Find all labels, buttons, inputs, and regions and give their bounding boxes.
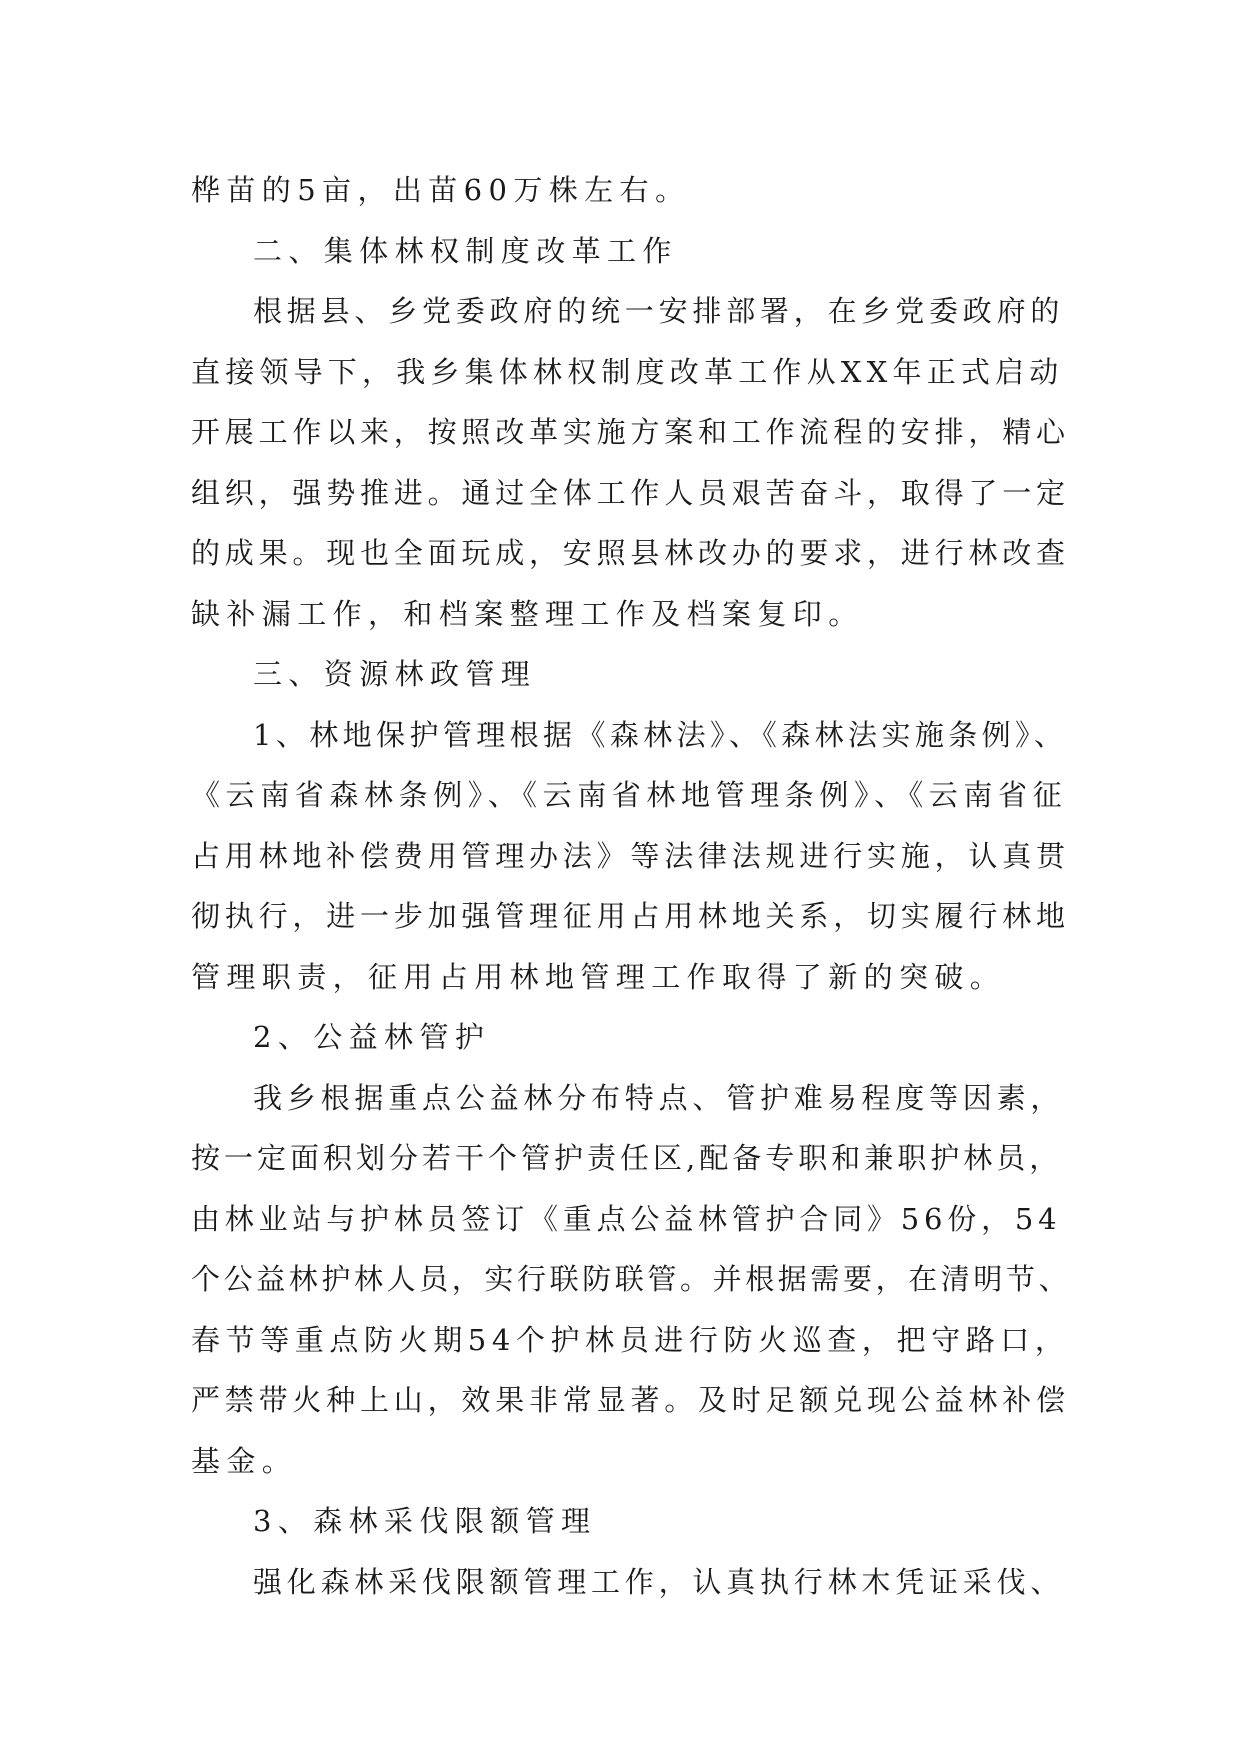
text-line: 1、林地保护管理根据《森林法》、《森林法实施条例》、 [253, 717, 1068, 752]
text-line: 开展工作以来，按照改革实施方案和工作流程的安排，精心 [191, 415, 1070, 449]
subsection-heading: 2、公益林管护 [253, 1020, 491, 1054]
text-line: 春节等重点防火期54个护林员进行防火巡查，把守路口， [191, 1322, 1070, 1357]
text-line: 组织，强势推进。通过全体工作人员艰苦奋斗，取得了一定 [191, 475, 1070, 510]
text-line: 管理职责，征用占用林地管理工作取得了新的突破。 [191, 959, 1006, 994]
text-line: 我乡根据重点公益林分布特点、管护难易程度等因素， [253, 1080, 1065, 1115]
text-line: 个公益林护林人员，实行联防联管。并根据需要，在清明节、 [191, 1262, 1072, 1296]
text-line: 彻执行，进一步加强管理征用占用林地关系，切实履行林地 [191, 899, 1070, 933]
subsection-heading: 3、森林采伐限额管理 [253, 1504, 597, 1538]
section-heading: 二、集体林权制度改革工作 [253, 233, 678, 268]
document-body [191, 160, 1071, 1612]
text-line: 严禁带火种上山，效果非常显著。及时足额兑现公益林补偿 [191, 1383, 1070, 1417]
text-line: 强化森林采伐限额管理工作，认真执行林木凭证采伐、 [253, 1564, 1065, 1599]
text-line: 由林业站与护林员签订《重点公益林管护合同》56份，54 [191, 1201, 1062, 1236]
section-heading: 三、资源林政管理 [253, 657, 537, 691]
text-line: 《云南省森林条例》、《云南省林地管理条例》、《云南省征 [191, 778, 1068, 812]
text-line: 基金。 [191, 1443, 298, 1478]
text-line: 桦苗的5亩，出苗60万株左右。 [191, 173, 691, 207]
text-line: 的成果。现也全面玩成，安照县林改办的要求，进行林改查 [191, 536, 1070, 570]
text-line: 缺补漏工作，和档案整理工作及档案复印。 [191, 596, 864, 631]
text-line: 占用林地补偿费用管理办法》等法律法规进行实施，认真贯 [191, 838, 1070, 873]
text-line: 根据县、乡党委政府的统一安排部署，在乡党委政府的 [253, 294, 1065, 328]
text-line: 直接领导下，我乡集体林权制度改革工作从XX年正式启动 [191, 354, 1064, 389]
text-line: 按一定面积划分若干个管护责任区,配备专职和兼职护林员， [191, 1141, 1063, 1175]
